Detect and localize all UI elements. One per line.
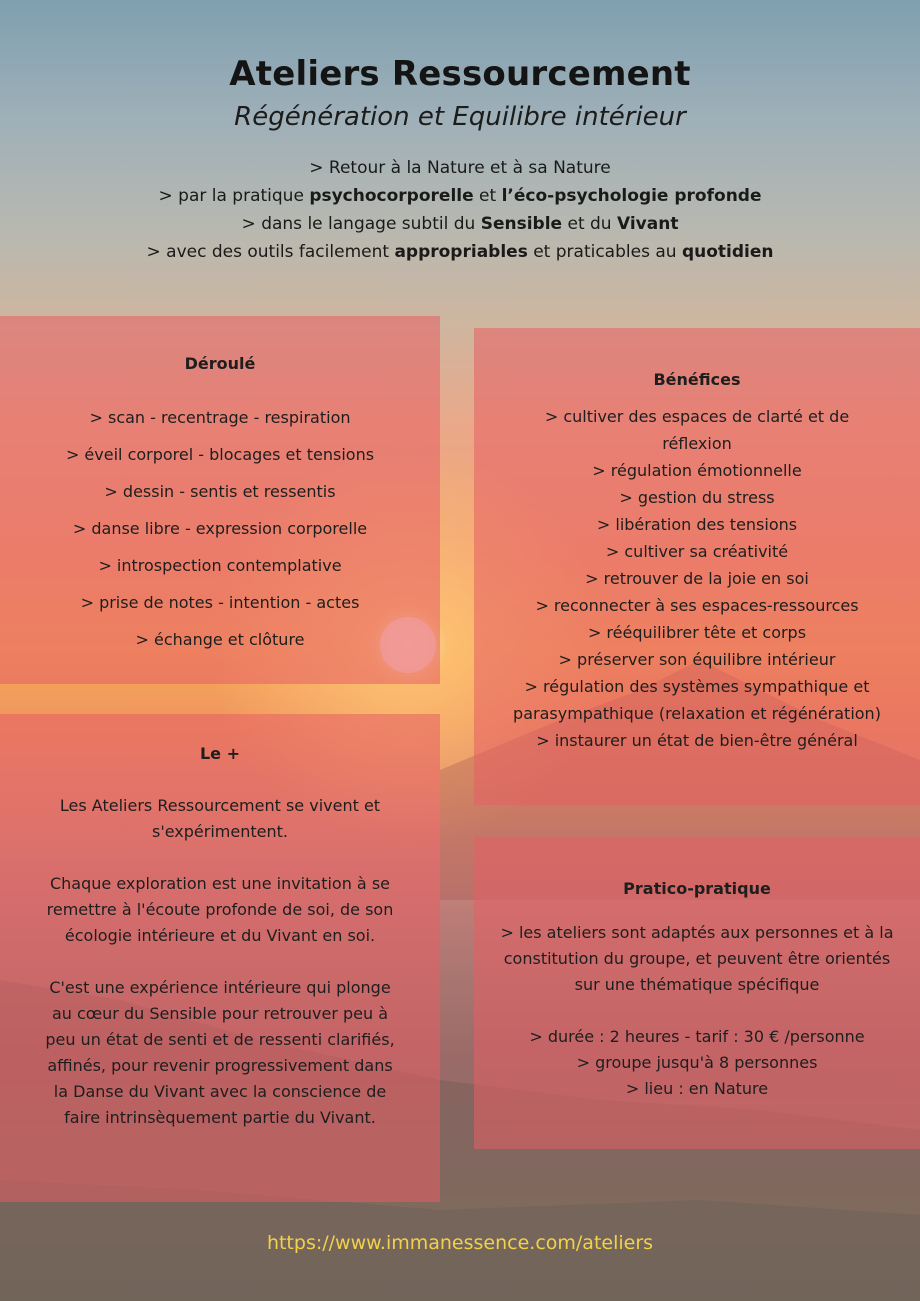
intro-line: > dans le langage subtil du Sensible et du Vivant xyxy=(241,214,679,234)
intro-line: > Retour à la Nature et à sa Nature xyxy=(309,158,611,178)
list-item: > scan - recentrage - respiration xyxy=(89,408,351,427)
list-item: > rééquilibrer tête et corps xyxy=(587,623,807,642)
le-plus-body xyxy=(40,793,400,1131)
panel-le-plus xyxy=(0,714,440,1202)
panel-deroule xyxy=(0,316,440,684)
list-item: > préserver son équilibre intérieur xyxy=(558,650,836,669)
list-item: > cultiver des espaces de clarté et de réflexion xyxy=(544,407,850,453)
list-item: > cultiver sa créativité xyxy=(605,542,789,561)
intro-lines xyxy=(0,154,920,266)
list-item: > régulation émotionnelle xyxy=(592,461,802,480)
panel-title: Déroulé xyxy=(184,354,256,373)
paragraph: Les Ateliers Ressourcement se vivent et s'expérimentent. xyxy=(59,796,381,841)
list-item: > instaurer un état de bien-être général xyxy=(536,731,858,750)
list-item: > libération des tensions xyxy=(596,515,798,534)
list-item: > prise de notes - intention - actes xyxy=(80,593,360,612)
info-line: > groupe jusqu'à 8 personnes xyxy=(576,1053,818,1072)
intro-line: > par la pratique psychocorporelle et l’éco-psychologie profonde xyxy=(158,186,762,206)
panel-title: Bénéfices xyxy=(653,370,741,389)
list-item: > gestion du stress xyxy=(619,488,775,507)
paragraph: > les ateliers sont adaptés aux personnes et à la constitution du groupe, et peuvent être orientés sur une thématique spécifique xyxy=(500,923,894,994)
list-item: > régulation des systèmes sympathique et parasympathique (relaxation et régénération) xyxy=(513,677,881,723)
panel-benefices xyxy=(474,328,920,805)
deroule-list xyxy=(0,399,440,658)
page-subtitle: Régénération et Equilibre intérieur xyxy=(234,102,686,132)
benefices-list xyxy=(510,403,884,754)
header xyxy=(0,54,920,266)
paragraph: C'est une expérience intérieure qui plonge au cœur du Sensible pour retrouver peu à peu un état de senti et de ressenti clarifiés, affinés, pour revenir progressivement dans la Danse du Vivant avec la conscience de faire intrinsèquement partie du Vivant. xyxy=(45,978,395,1127)
list-item: > éveil corporel - blocages et tensions xyxy=(65,445,375,464)
paragraph: Chaque exploration est une invitation à se remettre à l'écoute profonde de soi, de son écologie intérieure et du Vivant en soi. xyxy=(46,874,394,945)
panel-pratico-pratique xyxy=(474,837,920,1149)
panel-title: Pratico-pratique xyxy=(623,879,771,898)
website-link[interactable]: https://www.immanessence.com/ateliers xyxy=(266,1232,654,1254)
intro-line: > avec des outils facilement appropriables et praticables au quotidien xyxy=(146,242,774,262)
list-item: > dessin - sentis et ressentis xyxy=(104,482,336,501)
panel-title: Le + xyxy=(199,744,241,763)
list-item: > reconnecter à ses espaces-ressources xyxy=(535,596,859,615)
list-item: > retrouver de la joie en soi xyxy=(585,569,809,588)
list-item: > introspection contemplative xyxy=(98,556,342,575)
pratico-body xyxy=(494,920,900,1102)
info-line: > lieu : en Nature xyxy=(625,1079,769,1098)
list-item: > danse libre - expression corporelle xyxy=(72,519,368,538)
list-item: > échange et clôture xyxy=(135,630,305,649)
page-title: Ateliers Ressourcement xyxy=(229,54,691,94)
info-line: > durée : 2 heures - tarif : 30 € /personne xyxy=(529,1027,865,1046)
